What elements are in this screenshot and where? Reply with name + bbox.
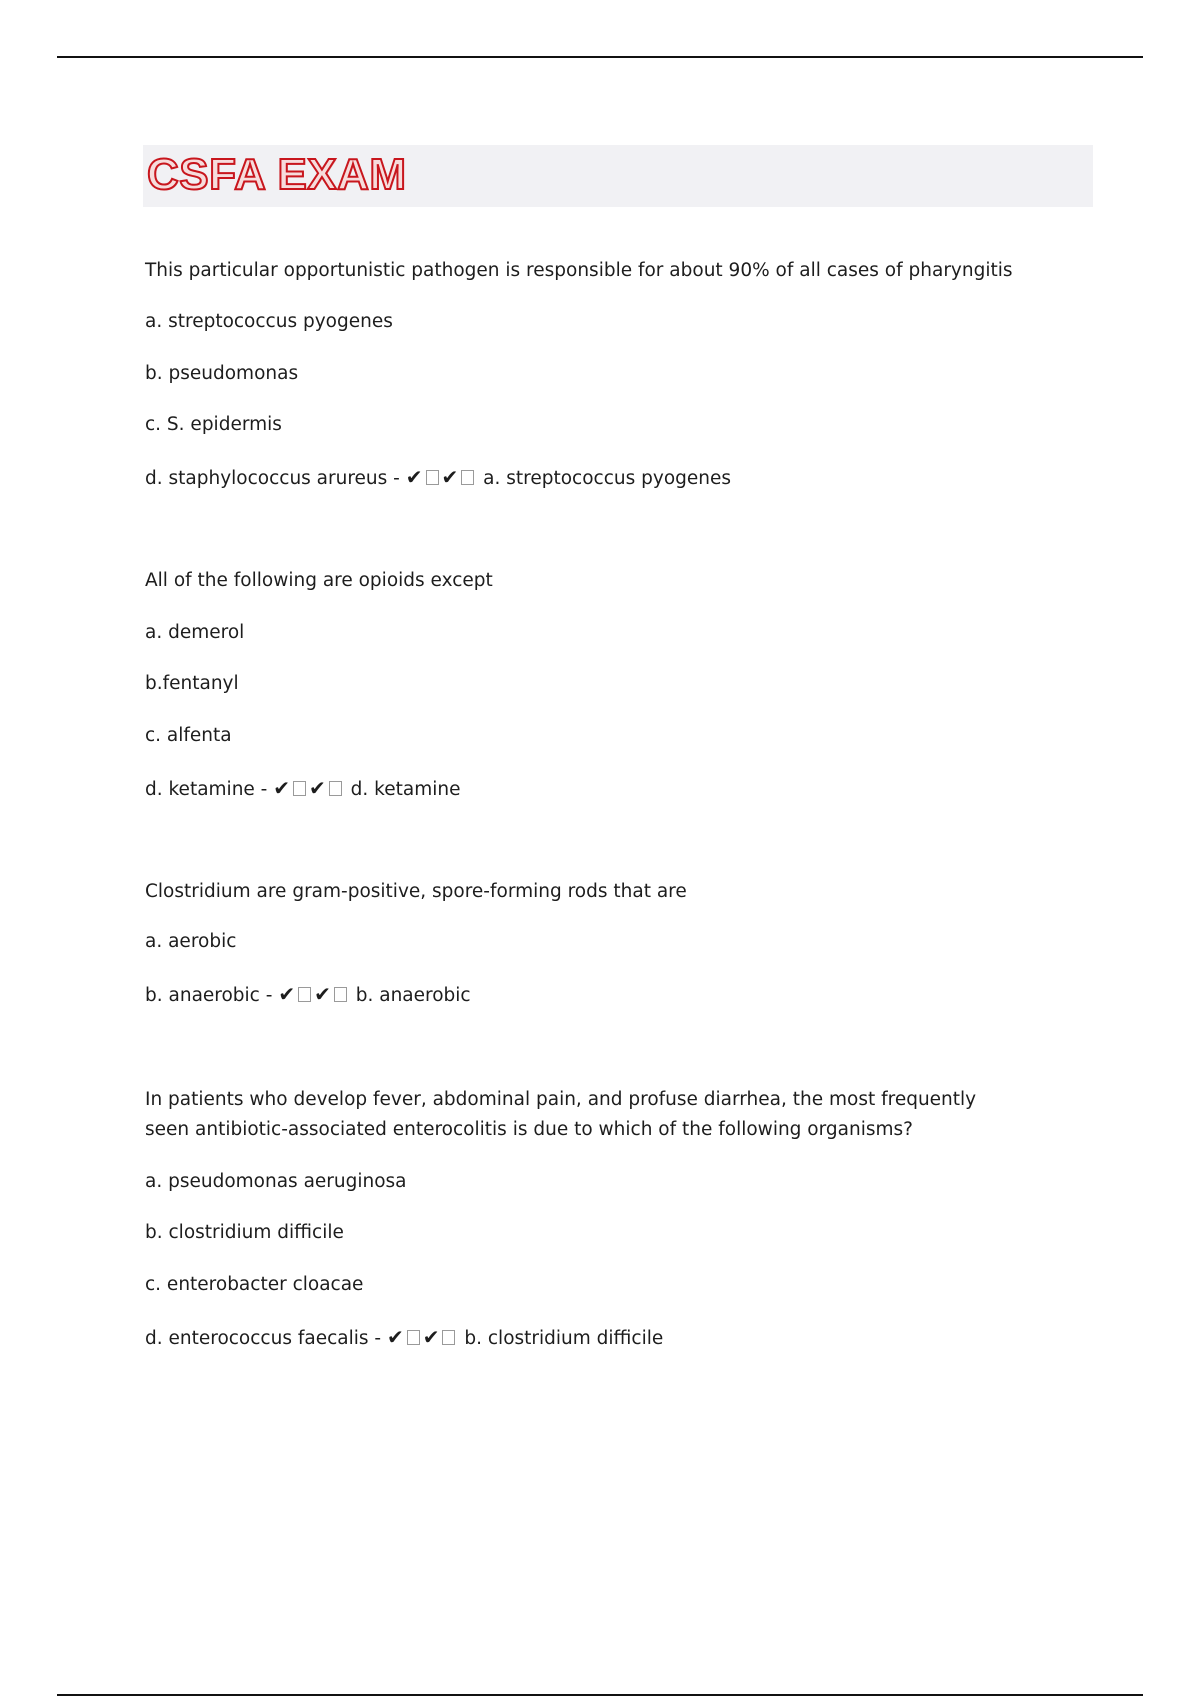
option-a: a. aerobic bbox=[145, 931, 237, 952]
option-b: b.fentanyl bbox=[145, 673, 239, 694]
option-a: a. demerol bbox=[145, 622, 245, 643]
option-d: d. ketamine - bbox=[145, 779, 268, 800]
option-d: d. enterococcus faecalis - bbox=[145, 1328, 382, 1349]
bottom-rule bbox=[57, 1694, 1143, 1696]
box-icon bbox=[461, 470, 474, 485]
correct-answer: b. clostridium difficile bbox=[464, 1328, 664, 1349]
check-icon: ✔ bbox=[405, 465, 423, 489]
option-c: c. enterobacter cloacae bbox=[145, 1274, 364, 1295]
option-b: b. anaerobic - bbox=[145, 985, 273, 1006]
correct-answer: b. anaerobic bbox=[355, 985, 471, 1006]
box-icon bbox=[442, 1330, 455, 1345]
check-icon: ✔ bbox=[309, 776, 326, 800]
box-icon bbox=[407, 1330, 420, 1345]
page-title: CSFA EXAM bbox=[147, 150, 407, 199]
question-text: This particular opportunistic pathogen is responsible for about 90% of all cases of pharyngitis bbox=[145, 260, 1013, 281]
question-text: All of the following are opioids except bbox=[145, 570, 493, 591]
top-rule bbox=[57, 56, 1143, 58]
question-text: Clostridium are gram-positive, spore-forming rods that are bbox=[145, 881, 687, 902]
option-b-with-answer bbox=[145, 979, 471, 1011]
option-b: b. pseudomonas bbox=[145, 363, 299, 384]
box-icon bbox=[298, 987, 311, 1002]
check-icon: ✔ bbox=[422, 1325, 440, 1349]
box-icon bbox=[334, 987, 347, 1002]
answer-marks bbox=[386, 1325, 464, 1349]
check-icon: ✔ bbox=[278, 982, 296, 1006]
option-d-with-answer bbox=[145, 1322, 663, 1354]
option-d: d. staphylococcus arureus - bbox=[145, 468, 400, 489]
option-b: b. clostridium difficile bbox=[145, 1222, 344, 1243]
check-icon: ✔ bbox=[386, 1325, 404, 1349]
answer-marks bbox=[273, 776, 350, 800]
answer-marks bbox=[405, 465, 483, 489]
check-icon: ✔ bbox=[441, 465, 459, 489]
box-icon bbox=[426, 470, 439, 485]
option-c: c. S. epidermis bbox=[145, 414, 282, 435]
answer-marks bbox=[278, 982, 355, 1006]
box-icon bbox=[329, 781, 342, 796]
option-a: a. pseudomonas aeruginosa bbox=[145, 1171, 407, 1192]
option-d-with-answer bbox=[145, 462, 731, 494]
option-d-with-answer bbox=[145, 773, 460, 805]
option-c: c. alfenta bbox=[145, 725, 232, 746]
title-banner bbox=[143, 145, 1093, 207]
check-icon: ✔ bbox=[314, 982, 331, 1006]
question-text: In patients who develop fever, abdominal pain, and profuse diarrhea, the most frequently seen antibiotic-associated enterocolitis is due to which of the following organisms? bbox=[145, 1089, 977, 1140]
correct-answer: d. ketamine bbox=[350, 779, 461, 800]
check-icon: ✔ bbox=[273, 776, 291, 800]
box-icon bbox=[293, 781, 306, 796]
correct-answer: a. streptococcus pyogenes bbox=[483, 468, 732, 489]
option-a: a. streptococcus pyogenes bbox=[145, 311, 393, 332]
